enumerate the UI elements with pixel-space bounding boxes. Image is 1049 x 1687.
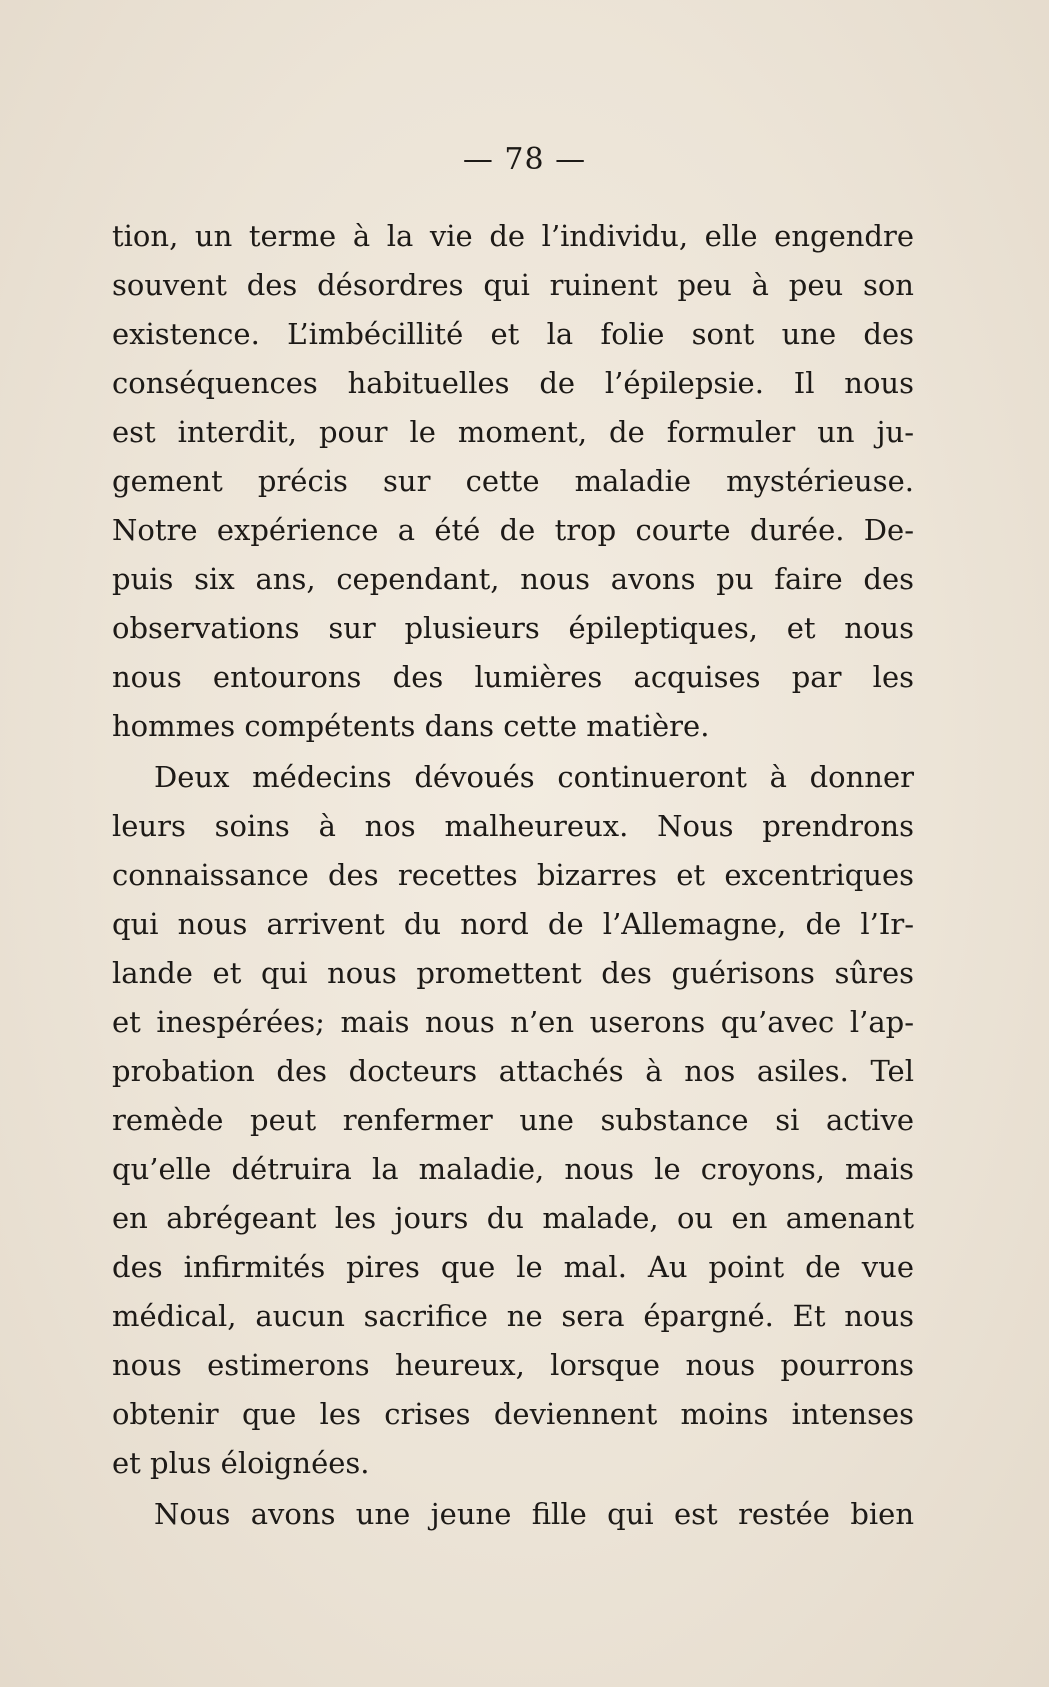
text-line: connaissance des recettes bizarres et excentriques: [112, 858, 914, 892]
text-line: lande et qui nous promettent des guérisons sûres: [112, 956, 914, 990]
text-line: hommes compétents dans cette matière.: [112, 709, 710, 743]
text-line: existence. L’imbécillité et la folie sont une des: [112, 317, 914, 351]
text-line: qu’elle détruira la maladie, nous le croyons, mais: [112, 1152, 914, 1186]
text-line: observations sur plusieurs épileptiques, et nous: [112, 611, 914, 645]
text-line: est interdit, pour le moment, de formuler un ju-: [112, 415, 914, 449]
text-line: qui nous arrivent du nord de l’Allemagne, de l’Ir-: [112, 907, 914, 941]
text-line: Notre expérience a été de trop courte durée. De-: [112, 513, 914, 547]
text-line: Nous avons une jeune fille qui est restée bien: [154, 1497, 914, 1531]
text-line: en abrégeant les jours du malade, ou en amenant: [112, 1201, 914, 1235]
text-line: conséquences habituelles de l’épilepsie. Il nous: [112, 366, 914, 400]
text-line: nous entourons des lumières acquises par les: [112, 660, 914, 694]
text-line: probation des docteurs attachés à nos asiles. Tel: [112, 1054, 914, 1088]
text-line: Deux médecins dévoués continueront à donner: [154, 760, 914, 794]
text-line: souvent des désordres qui ruinent peu à peu son: [112, 268, 914, 302]
text-line: des infirmités pires que le mal. Au point de vue: [112, 1250, 914, 1284]
text-line: remède peut renfermer une substance si active: [112, 1103, 914, 1137]
text-line: nous estimerons heureux, lorsque nous pourrons: [112, 1348, 914, 1382]
text-line: médical, aucun sacrifice ne sera épargné. Et nous: [112, 1299, 914, 1333]
text-line: gement précis sur cette maladie mystérieuse.: [112, 464, 914, 498]
text-line: et plus éloignées.: [112, 1446, 370, 1480]
text-line: et inespérées; mais nous n’en userons qu’avec l’ap-: [112, 1005, 914, 1039]
text-line: tion, un terme à la vie de l’individu, elle engendre: [112, 219, 914, 253]
text-line: leurs soins à nos malheureux. Nous prendrons: [112, 809, 914, 843]
page-number: — 78 —: [462, 142, 587, 177]
text-line: obtenir que les crises deviennent moins intenses: [112, 1397, 914, 1431]
body-text: [112, 212, 914, 1539]
text-line: puis six ans, cependant, nous avons pu faire des: [112, 562, 914, 596]
